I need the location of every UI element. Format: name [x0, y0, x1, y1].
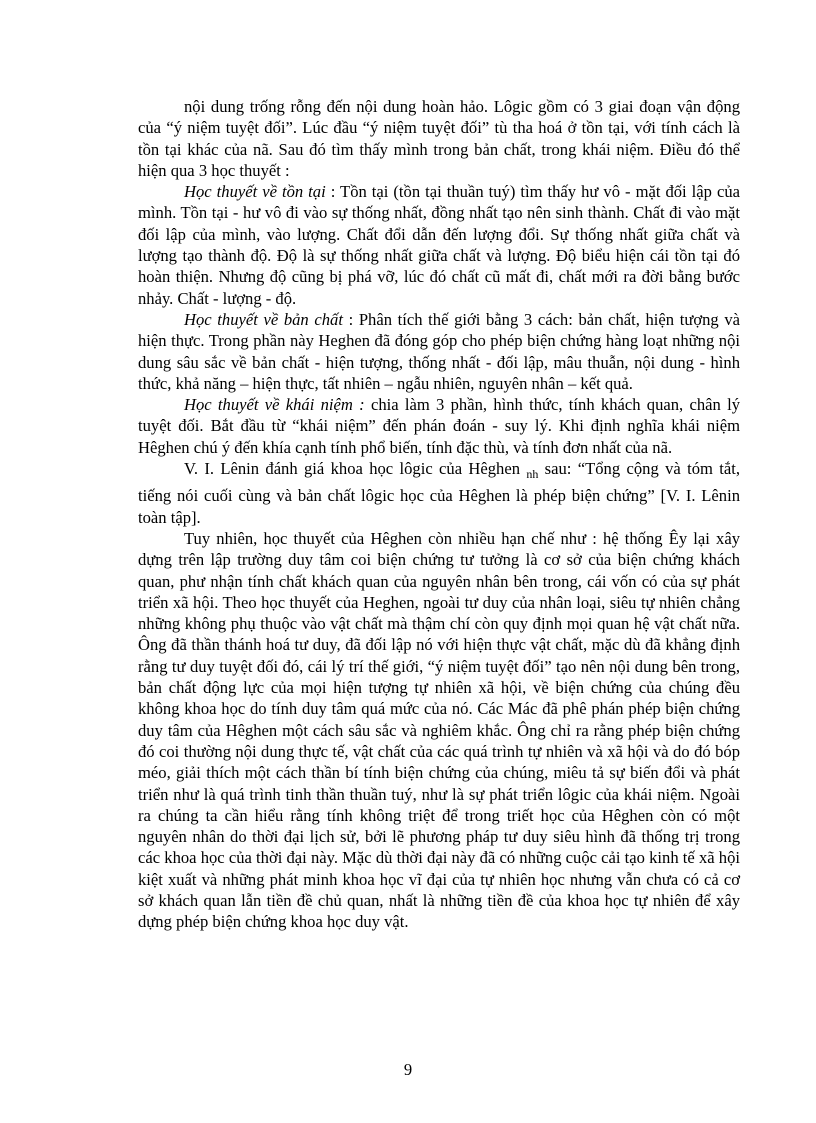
- paragraph-theory-of-being: [138, 181, 740, 309]
- paragraph-text: Tuy nhiên, học thuyết của Hêghen còn nhiều hạn chế như : hệ thống Êy lại xây dựng trên lập trường duy tâm coi biện chứng tư tưởng là cơ sở của biện chứng khách quan, phư nhận tính chất khách quan của nguyên nhân bên trong, cái vốn có của sự phát triển xã hội. Theo học thuyết của Heghen, ngoài tư duy của nhân loại, siêu tự nhiên chẳng những không phụ thuộc vào vật chất mà thậm chí còn quy định mọi quan hệ vật chất nữa. Ông đã thần thánh hoá tư duy, đã đối lập nó với hiện thực vật chất, mặc dù đã khẳng định rằng tư duy tuyệt đối đó, cái lý trí thế giới, “ý niệm tuyệt đối” tạo nên nội dung bên trong, bản chất động lực của mọi hiện tượng tự nhiên xã hội, về biện chứng của chúng đều không khoa học do tính duy tâm quá mức của nó. Các Mác đã phê phán phép biện chứng duy tâm của Hêghen một cách sâu sắc và nghiêm khắc. Ông chỉ ra rằng phép biện chứng đó coi thường nội dung thực tế, vật chất của các quá trình tự nhiên và xã hội và do đó bóp méo, giải thích một cách thần bí tính biện chứng của chúng, miêu tả sự biến đổi và phát triển như là quá trình tinh thần thuần tuý, như là sự phát triển lôgic của khái niệm. Ngoài ra chúng ta cần hiểu rằng tính không triệt để trong triết học của Hêghen còn có một nguyên nhân do thời đại lịch sử, bởi lẽ phương pháp tư duy siêu hình đã thống trị trong các khoa học của thời đại này. Mặc dù thời đại này đã có những cuộc cải tạo kinh tế xã hội kiệt xuất và những phát minh khoa học vĩ đại của tự nhiên học nhưng vẫn chưa có cả cơ sở khách quan lẫn tiền đề chủ quan, nhất là những tiền đề của khoa học tự nhiên để xây dựng phép biện chứng khoa học duy vật.: [138, 528, 740, 932]
- paragraph-limitations: [138, 528, 740, 933]
- subscript-text: nh: [526, 467, 539, 482]
- paragraph-text: : Phân tích thế giới bằng 3 cách: bản chất, hiện tượng và hiện thực. Trong phần này Heghen đã đóng góp cho phép biện chứng hàng loạt những nội dung sâu sắc về bản chất - hiện tượng, thống nhất - đối lập, mâu thuẫn, nội dung - hình thức, khả năng – hiện thực, tất nhiên – ngẫu nhiên, nguyên nhân – kết quả.: [138, 309, 740, 393]
- paragraph-lenin-quote: [138, 458, 740, 528]
- paragraph-lead: Học thuyết về khái niệm :: [184, 395, 365, 415]
- document-body: [138, 96, 740, 933]
- paragraph-text: chia làm 3 phần, hình thức, tính khách quan, chân lý tuyệt đối. Bắt đầu từ “khái niệm” đến phán đoán - suy lý. Khi định nghĩa khái niệm Hêghen chú ý đến khía cạnh tính phổ biến, tính đặc thù, và tính đơn nhất của nã.: [138, 395, 740, 457]
- paragraph-theory-of-essence: [138, 309, 740, 394]
- paragraph-text: : Tồn tại (tồn tại thuần tuý) tìm thấy hư vô - mặt đối lập của mình. Tồn tại - hư vô đi vào sự thống nhất, đồng nhất tạo nên sinh thành. Chất đi vào mặt đối lập của mình, vào lượng. Chất đổi dẫn đến lượng đổi. Sự thống nhất giữa chất và lượng tạo thành độ. Độ là sự thống nhất giữa chất và lượng. Độ biểu hiện cái tồn tại đó hoàn thiện. Nhưng độ cũng bị phá vỡ, lúc đó chất cũ mất đi, chất mới ra đời bằng bước nhảy. Chất - lượng - độ.: [138, 182, 740, 308]
- paragraph-theory-of-concept: [138, 394, 740, 458]
- paragraph-text: nội dung trống rỗng đến nội dung hoàn hảo. Lôgic gồm có 3 giai đoạn vận động của “ý niệm tuyệt đối”. Lúc đầu “ý niệm tuyệt đối” tù tha hoá ở tồn tại, với tính cách là tồn tại khác của nã. Sau đó tìm thấy mình trong bản chất, trong khái niệm. Điều đó thể hiện qua 3 học thuyết :: [138, 97, 740, 180]
- paragraph-lead: Học thuyết về bản chất: [184, 309, 343, 329]
- paragraph-pre: V. I. Lênin đánh giá khoa học lôgic của Hêghen: [184, 459, 527, 479]
- paragraph-text: sau: “Tổng cộng và tóm tắt, tiếng nói cuối cùng và bản chất lôgic học của Hêghen là phép biện chứng” [V. I. Lênin toàn tập].: [138, 459, 740, 527]
- paragraph-logic-stages: [138, 96, 740, 181]
- paragraph-lead: Học thuyết về tồn tại: [184, 182, 326, 202]
- page-number: 9: [403, 1060, 413, 1079]
